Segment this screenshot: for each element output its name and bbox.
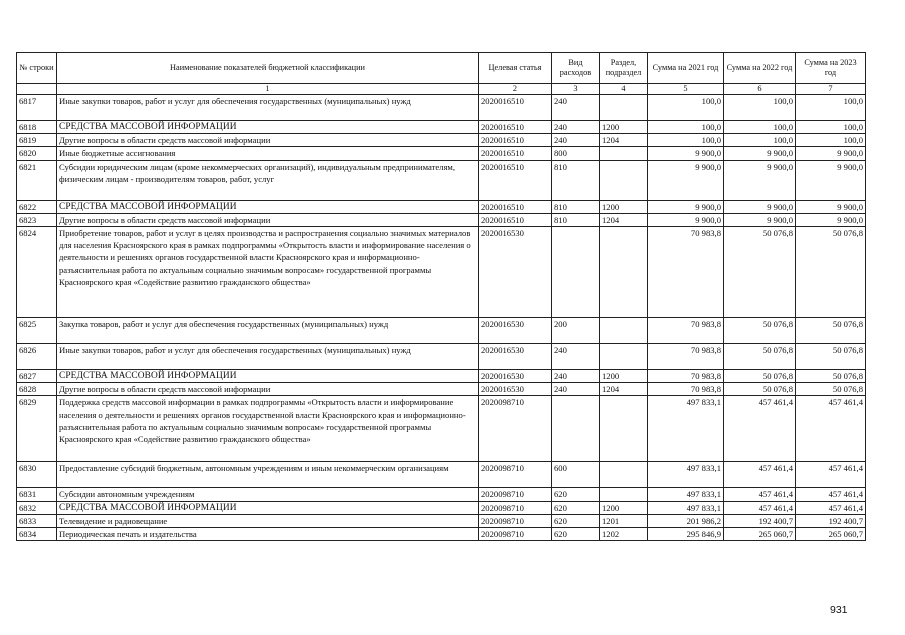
- row-rp: [600, 160, 648, 200]
- row-number: 6834: [17, 528, 57, 541]
- row-rp: 1200: [600, 370, 648, 383]
- row-sum-2023: 457 461,4: [796, 501, 866, 514]
- row-article: 2020098710: [479, 396, 552, 462]
- row-rp: 1200: [600, 200, 648, 213]
- row-sum-2022: 265 060,7: [724, 528, 796, 541]
- table-row: [17, 370, 866, 383]
- row-number: 6826: [17, 344, 57, 370]
- table-row: [17, 121, 866, 134]
- row-sum-2023: 50 076,8: [796, 227, 866, 318]
- row-sum-2022: 192 400,7: [724, 514, 796, 527]
- row-name: СРЕДСТВА МАССОВОЙ ИНФОРМАЦИИ: [57, 501, 479, 514]
- table-row: [17, 95, 866, 121]
- column-number-row: [17, 84, 866, 95]
- row-rp: 1202: [600, 528, 648, 541]
- row-sum-2023: 50 076,8: [796, 344, 866, 370]
- row-sum-2022: 50 076,8: [724, 383, 796, 396]
- row-name: Закупка товаров, работ и услуг для обеспечения государственных (муниципальных) нужд: [57, 318, 479, 344]
- row-sum-2023: 265 060,7: [796, 528, 866, 541]
- row-sum-2023: 457 461,4: [796, 488, 866, 501]
- row-sum-2023: 50 076,8: [796, 383, 866, 396]
- row-sum-2021: 9 900,0: [648, 213, 724, 226]
- row-rp: [600, 396, 648, 462]
- row-vr: 240: [552, 383, 600, 396]
- row-sum-2023: 50 076,8: [796, 318, 866, 344]
- row-sum-2023: 457 461,4: [796, 462, 866, 488]
- header-rp: Раздел, подраздел: [600, 53, 648, 84]
- row-number: 6831: [17, 488, 57, 501]
- table-row: [17, 462, 866, 488]
- row-sum-2022: 9 900,0: [724, 147, 796, 160]
- row-sum-2022: 50 076,8: [724, 370, 796, 383]
- row-rp: 1204: [600, 383, 648, 396]
- table-row: [17, 134, 866, 147]
- row-article: 2020098710: [479, 528, 552, 541]
- row-name: Другие вопросы в области средств массовой информации: [57, 134, 479, 147]
- row-sum-2021: 9 900,0: [648, 160, 724, 200]
- table-row: [17, 514, 866, 527]
- table-row: [17, 227, 866, 318]
- table-row: [17, 383, 866, 396]
- col-number: 1: [57, 84, 479, 95]
- header-sum-2023: Сумма на 2023 год: [796, 53, 866, 84]
- row-number: 6824: [17, 227, 57, 318]
- row-name: СРЕДСТВА МАССОВОЙ ИНФОРМАЦИИ: [57, 121, 479, 134]
- row-sum-2021: 9 900,0: [648, 147, 724, 160]
- row-name: Субсидии автономным учреждениям: [57, 488, 479, 501]
- row-name: Приобретение товаров, работ и услуг в целях производства и распространения социально значимых материалов для населения Красноярского края в рамках подпрограммы «Открытость власти и информирование населения о деятельности и решениях органов государственной власти Красноярского края и информационно-разъяснительная работа по актуальным социально значимым вопросам» государственной программы Красноярского края «Содействие развитию гражданского общества»: [57, 227, 479, 318]
- row-sum-2022: 9 900,0: [724, 213, 796, 226]
- row-number: 6830: [17, 462, 57, 488]
- row-article: 2020016530: [479, 318, 552, 344]
- row-rp: 1201: [600, 514, 648, 527]
- col-number-empty: [17, 84, 57, 95]
- row-name: Другие вопросы в области средств массовой информации: [57, 383, 479, 396]
- row-number: 6817: [17, 95, 57, 121]
- row-sum-2021: 100,0: [648, 121, 724, 134]
- row-article: 2020016530: [479, 344, 552, 370]
- row-sum-2023: 9 900,0: [796, 147, 866, 160]
- row-name: СРЕДСТВА МАССОВОЙ ИНФОРМАЦИИ: [57, 370, 479, 383]
- row-number: 6833: [17, 514, 57, 527]
- row-sum-2021: 70 983,8: [648, 383, 724, 396]
- row-rp: [600, 147, 648, 160]
- row-sum-2022: 50 076,8: [724, 344, 796, 370]
- row-article: 2020098710: [479, 514, 552, 527]
- row-rp: [600, 95, 648, 121]
- row-sum-2022: 50 076,8: [724, 318, 796, 344]
- table-body: [17, 95, 866, 541]
- row-article: 2020016510: [479, 200, 552, 213]
- row-article: 2020098710: [479, 501, 552, 514]
- table-row: [17, 501, 866, 514]
- row-number: 6820: [17, 147, 57, 160]
- row-number: 6818: [17, 121, 57, 134]
- row-rp: 1204: [600, 134, 648, 147]
- row-sum-2021: 201 986,2: [648, 514, 724, 527]
- col-number: 2: [479, 84, 552, 95]
- row-sum-2022: 457 461,4: [724, 396, 796, 462]
- row-sum-2023: 100,0: [796, 95, 866, 121]
- row-vr: 800: [552, 147, 600, 160]
- row-sum-2023: 9 900,0: [796, 213, 866, 226]
- row-sum-2021: 70 983,8: [648, 227, 724, 318]
- row-article: 2020098710: [479, 488, 552, 501]
- row-sum-2022: 100,0: [724, 134, 796, 147]
- row-vr: 240: [552, 370, 600, 383]
- row-article: 2020016530: [479, 370, 552, 383]
- table-row: [17, 200, 866, 213]
- header-name: Наименование показателей бюджетной классификации: [57, 53, 479, 84]
- row-name: Предоставление субсидий бюджетным, автономным учреждениям и иным некоммерческим организациям: [57, 462, 479, 488]
- row-sum-2023: 192 400,7: [796, 514, 866, 527]
- row-rp: 1204: [600, 213, 648, 226]
- row-sum-2021: 497 833,1: [648, 462, 724, 488]
- row-vr: 240: [552, 344, 600, 370]
- row-article: 2020016510: [479, 95, 552, 121]
- header-num: № строки: [17, 53, 57, 84]
- row-rp: [600, 344, 648, 370]
- page-number: 931: [830, 604, 848, 616]
- row-article: 2020016510: [479, 213, 552, 226]
- row-number: 6819: [17, 134, 57, 147]
- row-name: Иные закупки товаров, работ и услуг для обеспечения государственных (муниципальных) нужд: [57, 95, 479, 121]
- budget-sheet: [16, 52, 866, 541]
- table-row: [17, 528, 866, 541]
- row-article: 2020016510: [479, 121, 552, 134]
- row-vr: 240: [552, 95, 600, 121]
- row-number: 6821: [17, 160, 57, 200]
- row-sum-2022: 457 461,4: [724, 488, 796, 501]
- row-number: 6827: [17, 370, 57, 383]
- table-row: [17, 396, 866, 462]
- row-vr: 810: [552, 160, 600, 200]
- row-name: Иные закупки товаров, работ и услуг для обеспечения государственных (муниципальных) нужд: [57, 344, 479, 370]
- row-vr: 600: [552, 462, 600, 488]
- row-sum-2022: 100,0: [724, 95, 796, 121]
- row-sum-2021: 295 846,9: [648, 528, 724, 541]
- row-sum-2022: 457 461,4: [724, 462, 796, 488]
- table-row: [17, 488, 866, 501]
- row-sum-2022: 100,0: [724, 121, 796, 134]
- col-number: 4: [600, 84, 648, 95]
- row-sum-2023: 100,0: [796, 134, 866, 147]
- row-number: 6825: [17, 318, 57, 344]
- col-number: 6: [724, 84, 796, 95]
- row-sum-2021: 497 833,1: [648, 488, 724, 501]
- row-article: 2020016510: [479, 160, 552, 200]
- row-article: 2020098710: [479, 462, 552, 488]
- row-sum-2021: 497 833,1: [648, 501, 724, 514]
- header-vr: Вид расходов: [552, 53, 600, 84]
- row-sum-2021: 70 983,8: [648, 344, 724, 370]
- header-article: Целевая статья: [479, 53, 552, 84]
- row-sum-2021: 70 983,8: [648, 370, 724, 383]
- row-number: 6828: [17, 383, 57, 396]
- row-rp: 1200: [600, 121, 648, 134]
- row-number: 6832: [17, 501, 57, 514]
- row-name: СРЕДСТВА МАССОВОЙ ИНФОРМАЦИИ: [57, 200, 479, 213]
- row-vr: 810: [552, 200, 600, 213]
- table-row: [17, 160, 866, 200]
- header-sum-2021: Сумма на 2021 год: [648, 53, 724, 84]
- row-article: 2020016510: [479, 147, 552, 160]
- table-row: [17, 318, 866, 344]
- row-sum-2023: 457 461,4: [796, 396, 866, 462]
- row-sum-2023: 9 900,0: [796, 200, 866, 213]
- row-sum-2023: 100,0: [796, 121, 866, 134]
- row-vr: 240: [552, 134, 600, 147]
- row-sum-2023: 9 900,0: [796, 160, 866, 200]
- row-sum-2022: 9 900,0: [724, 200, 796, 213]
- row-sum-2022: 457 461,4: [724, 501, 796, 514]
- row-rp: [600, 227, 648, 318]
- row-vr: 620: [552, 528, 600, 541]
- col-number: 3: [552, 84, 600, 95]
- row-vr: 620: [552, 501, 600, 514]
- col-number: 5: [648, 84, 724, 95]
- row-sum-2022: 50 076,8: [724, 227, 796, 318]
- row-vr: 810: [552, 213, 600, 226]
- row-name: Поддержка средств массовой информации в рамках подпрограммы «Открытость власти и информирование населения о деятельности и решениях органов государственной власти Красноярского края и информационно-разъяснительная работа по актуальным социально значимым вопросам» государственной программы Красноярского края «Содействие развитию гражданского общества»: [57, 396, 479, 462]
- row-vr: 620: [552, 514, 600, 527]
- row-rp: [600, 488, 648, 501]
- row-article: 2020016510: [479, 134, 552, 147]
- table-row: [17, 344, 866, 370]
- row-vr: 240: [552, 121, 600, 134]
- row-name: Периодическая печать и издательства: [57, 528, 479, 541]
- col-number: 7: [796, 84, 866, 95]
- row-sum-2021: 9 900,0: [648, 200, 724, 213]
- row-sum-2023: 50 076,8: [796, 370, 866, 383]
- table-row: [17, 213, 866, 226]
- row-article: 2020016530: [479, 227, 552, 318]
- row-sum-2021: 70 983,8: [648, 318, 724, 344]
- row-rp: [600, 462, 648, 488]
- row-number: 6829: [17, 396, 57, 462]
- row-article: 2020016530: [479, 383, 552, 396]
- row-name: Телевидение и радиовещание: [57, 514, 479, 527]
- budget-table: [16, 52, 866, 541]
- table-row: [17, 147, 866, 160]
- row-rp: 1200: [600, 501, 648, 514]
- row-sum-2021: 497 833,1: [648, 396, 724, 462]
- row-name: Субсидии юридическим лицам (кроме некоммерческих организаций), индивидуальным предпринимателям, физическим лицам - производителям товаров, работ, услуг: [57, 160, 479, 200]
- header-row: [17, 53, 866, 84]
- row-vr: [552, 396, 600, 462]
- row-sum-2021: 100,0: [648, 134, 724, 147]
- row-vr: 200: [552, 318, 600, 344]
- row-sum-2022: 9 900,0: [724, 160, 796, 200]
- row-name: Иные бюджетные ассигнования: [57, 147, 479, 160]
- row-name: Другие вопросы в области средств массовой информации: [57, 213, 479, 226]
- row-sum-2021: 100,0: [648, 95, 724, 121]
- row-vr: 620: [552, 488, 600, 501]
- header-sum-2022: Сумма на 2022 год: [724, 53, 796, 84]
- row-number: 6823: [17, 213, 57, 226]
- row-number: 6822: [17, 200, 57, 213]
- row-rp: [600, 318, 648, 344]
- row-vr: [552, 227, 600, 318]
